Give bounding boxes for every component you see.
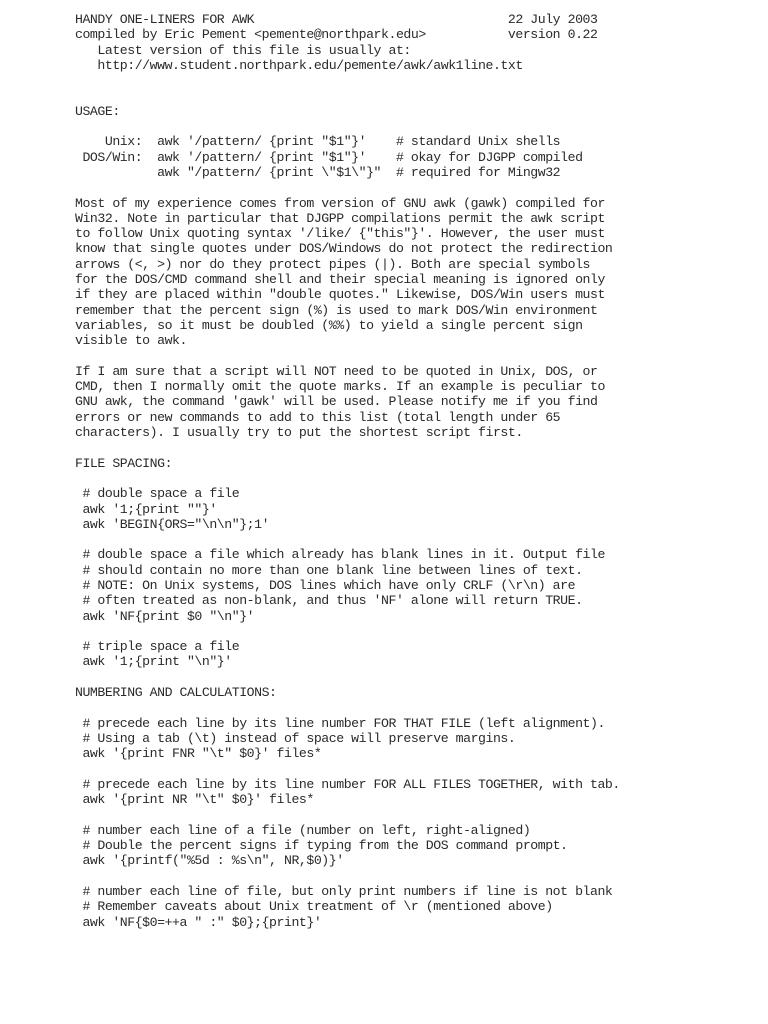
text-line: visible to awk. — [75, 333, 187, 349]
text-line: # double space a file which already has blank lines in it. Output file — [75, 547, 605, 563]
blank-line — [75, 624, 620, 639]
text-line: # number each line of a file (number on left, right-aligned) — [75, 822, 531, 838]
text-line: Unix: awk '/pattern/ {print "$1"}' # standard Unix shells — [75, 134, 561, 150]
text-line: # precede each line by its line number FOR THAT FILE (left alignment). — [75, 715, 605, 731]
text-line: compiled by Eric Pement <pemente@northpark.edu> version 0.22 — [75, 27, 598, 43]
text-line: # triple space a file — [75, 639, 240, 655]
text-line: # Double the percent signs if typing from the DOS command prompt. — [75, 838, 568, 854]
text-line: # NOTE: On Unix systems, DOS lines which have only CRLF (\r\n) are — [75, 577, 576, 593]
blank-line — [75, 700, 620, 715]
text-line: awk '{print NR "\t" $0}' files* — [75, 792, 314, 808]
text-line: # Remember caveats about Unix treatment of \r (mentioned above) — [75, 899, 553, 915]
text-line: arrows (<, >) nor do they protect pipes (|). Both are special symbols — [75, 256, 591, 272]
text-line: awk '1;{print "\n"}' — [75, 654, 232, 670]
text-line: awk 'BEGIN{ORS="\n\n"};1' — [75, 516, 270, 532]
text-line: # often treated as non-blank, and thus 'NF' alone will return TRUE. — [75, 593, 583, 609]
text-line: awk '1;{print ""}' — [75, 501, 217, 517]
text-line: USAGE: — [75, 103, 120, 119]
text-line: if they are placed within "double quotes." Likewise, DOS/Win users must — [75, 287, 605, 303]
blank-line — [75, 73, 620, 88]
text-line: Latest version of this file is usually at: — [75, 42, 411, 58]
text-line: http://www.student.northpark.edu/pemente/awk/awk1line.txt — [75, 57, 523, 73]
text-line: # should contain no more than one blank line between lines of text. — [75, 562, 583, 578]
blank-line — [75, 119, 620, 134]
text-line: GNU awk, the command 'gawk' will be used. Please notify me if you find — [75, 394, 598, 410]
text-line: DOS/Win: awk '/pattern/ {print "$1"}' # okay for DJGPP compiled — [75, 149, 583, 165]
blank-line — [75, 807, 620, 822]
text-line: Win32. Note in particular that DJGPP compilations permit the awk script — [75, 210, 605, 226]
text-line: for the DOS/CMD command shell and their special meaning is ignored only — [75, 272, 605, 288]
text-line: CMD, then I normally omit the quote marks. If an example is peculiar to — [75, 379, 605, 395]
blank-line — [75, 471, 620, 486]
text-line: # number each line of file, but only print numbers if line is not blank — [75, 883, 613, 899]
text-line: awk "/pattern/ {print \"$1\"}" # required for Mingw32 — [75, 164, 561, 180]
text-line: errors or new commands to add to this list (total length under 65 — [75, 409, 561, 425]
blank-line — [75, 762, 620, 777]
text-line: awk '{print FNR "\t" $0}' files* — [75, 746, 322, 762]
text-line: # precede each line by its line number FOR ALL FILES TOGETHER, with tab. — [75, 776, 620, 792]
text-line: FILE SPACING: — [75, 455, 173, 471]
text-line: characters). I usually try to put the shortest script first. — [75, 425, 523, 441]
blank-line — [75, 180, 620, 195]
text-line: # Using a tab (\t) instead of space will preserve margins. — [75, 730, 516, 746]
text-line: awk 'NF{$0=++a " :" $0};{print}' — [75, 914, 322, 930]
text-line: remember that the percent sign (%) is used to mark DOS/Win environment — [75, 302, 598, 318]
text-line: # double space a file — [75, 486, 240, 502]
text-line: awk '{printf("%5d : %s\n", NR,$0)}' — [75, 853, 344, 869]
text-line: awk 'NF{print $0 "\n"}' — [75, 608, 255, 624]
text-line: If I am sure that a script will NOT need to be quoted in Unix, DOS, or — [75, 363, 598, 379]
blank-line — [75, 869, 620, 884]
blank-line — [75, 88, 620, 103]
text-line: variables, so it must be doubled (%%) to yield a single percent sign — [75, 317, 583, 333]
blank-line — [75, 440, 620, 455]
text-line: know that single quotes under DOS/Windows do not protect the redirection — [75, 241, 613, 257]
text-line: HANDY ONE-LINERS FOR AWK 22 July 2003 — [75, 12, 598, 27]
text-line: NUMBERING AND CALCULATIONS: — [75, 685, 277, 701]
text-line: to follow Unix quoting syntax '/like/ {"this"}'. However, the user must — [75, 226, 605, 242]
blank-line — [75, 670, 620, 685]
document-text — [75, 12, 620, 930]
text-line: Most of my experience comes from version of GNU awk (gawk) compiled for — [75, 195, 605, 211]
blank-line — [75, 349, 620, 364]
blank-line — [75, 532, 620, 547]
